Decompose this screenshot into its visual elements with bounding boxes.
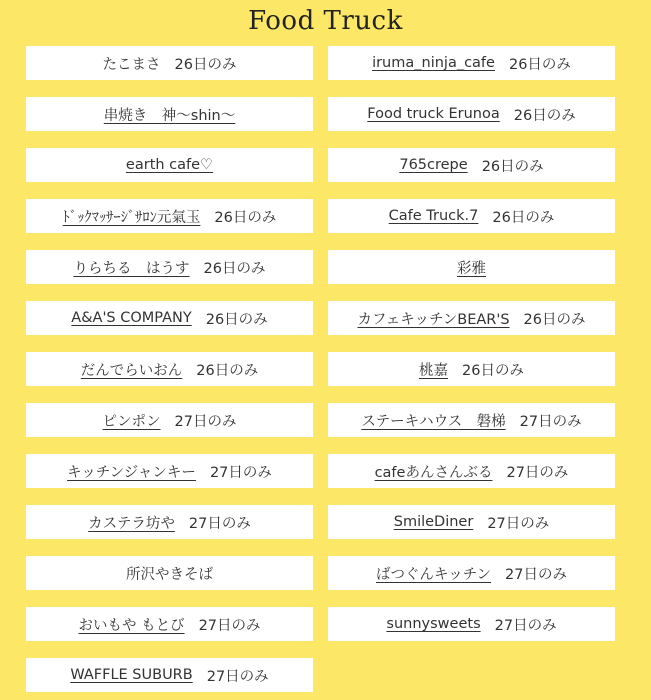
truck-note: 26日のみ — [196, 362, 259, 379]
truck-card — [328, 556, 615, 590]
truck-name[interactable]: キッチンジャンキー — [67, 464, 196, 481]
truck-card — [26, 403, 313, 437]
truck-note: 27日のみ — [209, 464, 272, 481]
truck-card — [26, 352, 313, 386]
truck-name[interactable]: だんでらいおん — [80, 362, 183, 379]
truck-name[interactable]: ﾄﾞｯｸﾏｯｻｰｼﾞｻﾛﾝ元氣玉 — [62, 209, 201, 226]
truck-name[interactable]: 串焼き 神〜shin〜 — [103, 107, 236, 124]
truck-note: 27日のみ — [206, 668, 269, 685]
truck-card — [26, 199, 313, 233]
truck-name[interactable]: SmileDiner — [393, 514, 474, 530]
truck-name: 所沢やきそば — [126, 566, 213, 583]
truck-card — [26, 46, 313, 80]
truck-note: 27日のみ — [174, 413, 237, 430]
truck-name[interactable]: sunnysweets — [386, 616, 481, 632]
truck-name[interactable]: 彩雅 — [457, 260, 486, 277]
truck-note: 26日のみ — [203, 260, 266, 277]
truck-card — [26, 607, 313, 641]
truck-note: 27日のみ — [506, 464, 569, 481]
truck-name[interactable]: 桃嘉 — [419, 362, 449, 379]
truck-note: 27日のみ — [198, 617, 261, 634]
truck-note: 26日のみ — [492, 209, 555, 226]
truck-card — [328, 301, 615, 335]
food-truck-grid — [26, 46, 615, 692]
truck-card — [26, 97, 313, 131]
truck-card — [328, 199, 615, 233]
truck-card — [26, 148, 313, 182]
truck-card — [328, 403, 615, 437]
truck-name[interactable]: A&A'S COMPANY — [71, 310, 192, 326]
truck-name[interactable]: earth cafe♡ — [125, 157, 214, 173]
truck-note: 26日のみ — [508, 56, 571, 73]
truck-note: 27日のみ — [505, 566, 567, 583]
truck-name[interactable]: 765crepe — [399, 157, 468, 173]
truck-name[interactable]: cafeあんさんぶる — [374, 464, 493, 481]
truck-card — [26, 454, 313, 488]
truck-name[interactable]: りらちる はうす — [73, 260, 190, 277]
truck-note: 27日のみ — [487, 515, 550, 532]
page-title: Food Truck — [248, 6, 403, 36]
truck-note: 26日のみ — [205, 311, 268, 328]
truck-card — [328, 607, 615, 641]
truck-name[interactable]: カステラ坊や — [88, 515, 175, 532]
truck-name[interactable]: iruma_ninja_cafe — [372, 55, 495, 71]
truck-name: たこまさ — [102, 56, 161, 73]
truck-name[interactable]: Cafe Truck.7 — [388, 208, 479, 224]
truck-card — [26, 658, 313, 692]
truck-card — [328, 454, 615, 488]
truck-note: 26日のみ — [523, 311, 586, 328]
truck-note: 26日のみ — [462, 362, 524, 379]
truck-card — [328, 97, 615, 131]
truck-card — [328, 250, 615, 284]
truck-name[interactable]: WAFFLE SUBURB — [70, 667, 193, 683]
truck-card — [26, 250, 313, 284]
truck-note: 26日のみ — [214, 209, 277, 226]
truck-card — [328, 148, 615, 182]
truck-name[interactable]: ピンポン — [102, 413, 161, 430]
truck-note: 26日のみ — [174, 56, 237, 73]
truck-name[interactable]: ばつぐんキッチン — [376, 566, 492, 583]
truck-name[interactable]: Food truck Erunoa — [367, 106, 500, 122]
truck-card — [328, 46, 615, 80]
truck-card — [328, 352, 615, 386]
truck-name[interactable]: ステーキハウス 磐梯 — [361, 413, 506, 430]
truck-card — [328, 505, 615, 539]
truck-note: 27日のみ — [519, 413, 582, 430]
truck-note: 26日のみ — [513, 107, 576, 124]
truck-name[interactable]: カフェキッチンBEAR'S — [357, 311, 510, 328]
truck-card — [26, 505, 313, 539]
truck-note: 27日のみ — [494, 617, 557, 634]
truck-card — [26, 556, 313, 590]
truck-name[interactable]: おいもや もとび — [78, 617, 185, 634]
truck-card — [26, 301, 313, 335]
truck-note: 26日のみ — [481, 158, 544, 175]
truck-note: 27日のみ — [188, 515, 251, 532]
